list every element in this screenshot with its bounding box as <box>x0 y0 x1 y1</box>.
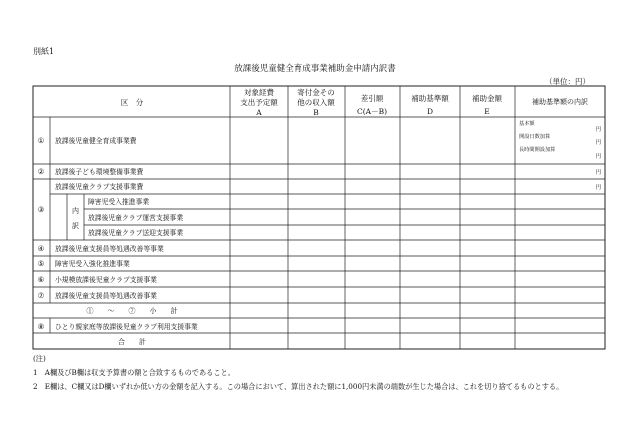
row-number: ⑤ <box>37 259 45 268</box>
row-label: 放課後児童健全育成事業費 <box>55 137 137 145</box>
header-b-letter: B <box>313 108 319 117</box>
header-b-line1: 寄付金その <box>297 88 335 97</box>
header-category: 区 分 <box>120 98 144 107</box>
header-a-line1: 対象経費 <box>244 88 274 97</box>
breakdown-item: 開設日数加算 <box>519 134 551 140</box>
subtotal-label: ① ～ ⑦ 小 計 <box>86 307 178 315</box>
yen-mark: 円 <box>595 127 601 133</box>
row-number: ③ <box>37 205 45 214</box>
page-title: 放課後児童健全育成事業補助金申請内訳書 <box>234 64 396 74</box>
yen-mark: 円 <box>595 140 601 146</box>
header-a-letter: A <box>256 108 262 117</box>
header-e-label: 補助金額 <box>472 94 502 103</box>
row-label: 放課後児童クラブ支援事業費 <box>55 183 144 191</box>
header-d-letter: D <box>426 107 434 116</box>
notes <box>33 352 605 394</box>
breakdown-item: 基本額 <box>519 121 535 127</box>
row-number: ② <box>37 167 45 176</box>
annex-label: 別紙1 <box>33 47 55 56</box>
row-label: 放課後児童支援員等処遇改善事業 <box>55 292 157 300</box>
row-label: 放課後児童クラブ運営支援事業 <box>88 214 184 222</box>
note-1: 1 A欄及びB欄は収支予算書の額と合致するものであること。 <box>33 368 235 377</box>
row-number: ⑦ <box>37 291 45 300</box>
note-2: 2 E欄は、C欄又はD欄いずれか低い方の金額を記入する。この場合において、算出された額に1,000円未満の端数が生じた場合は、これを切り捨てるものとする。 <box>33 382 564 391</box>
header-a-line2: 支出予定額 <box>240 98 278 107</box>
yen-mark: 円 <box>595 154 601 160</box>
uchiwake-wake: 訳 <box>72 222 79 230</box>
row-number: ⑥ <box>37 275 45 284</box>
header-b-line2: 他の収入額 <box>297 98 335 107</box>
yen-mark: 円 <box>595 170 601 176</box>
breakdown-item: 長時間開設加算 <box>519 147 556 153</box>
total-label: 合 計 <box>118 338 146 346</box>
yen-mark: 円 <box>595 185 601 191</box>
row-label: 放課後児童支援員等処遇改善等事業 <box>55 245 164 253</box>
header-c-letter: C(A－B) <box>356 107 388 116</box>
row-number: ⑧ <box>37 322 45 331</box>
uchiwake-uchi: 内 <box>72 207 79 215</box>
row-label: 放課後児童クラブ送迎支援事業 <box>88 229 184 237</box>
header-e-letter: E <box>484 107 490 116</box>
unit-label: （単位：円） <box>545 77 590 86</box>
row-label: 放課後子ども環境整備事業費 <box>55 168 144 176</box>
header-c-label: 差引額 <box>360 94 384 103</box>
row-label: 障害児受入推進事業 <box>88 198 150 206</box>
row-number: ① <box>37 136 45 145</box>
row-label: 小規模放課後児童クラブ支援事業 <box>55 276 157 284</box>
header-d-label: 補助基準額 <box>411 94 449 103</box>
header-f-label: 補助基準額の内訳 <box>532 98 588 106</box>
row-label: ひとり親家庭等放課後児童クラブ利用支援事業 <box>55 323 198 331</box>
row-label: 障害児受入強化推進事業 <box>55 260 130 268</box>
notes-heading: (注) <box>33 354 46 363</box>
row-number: ④ <box>37 244 45 253</box>
